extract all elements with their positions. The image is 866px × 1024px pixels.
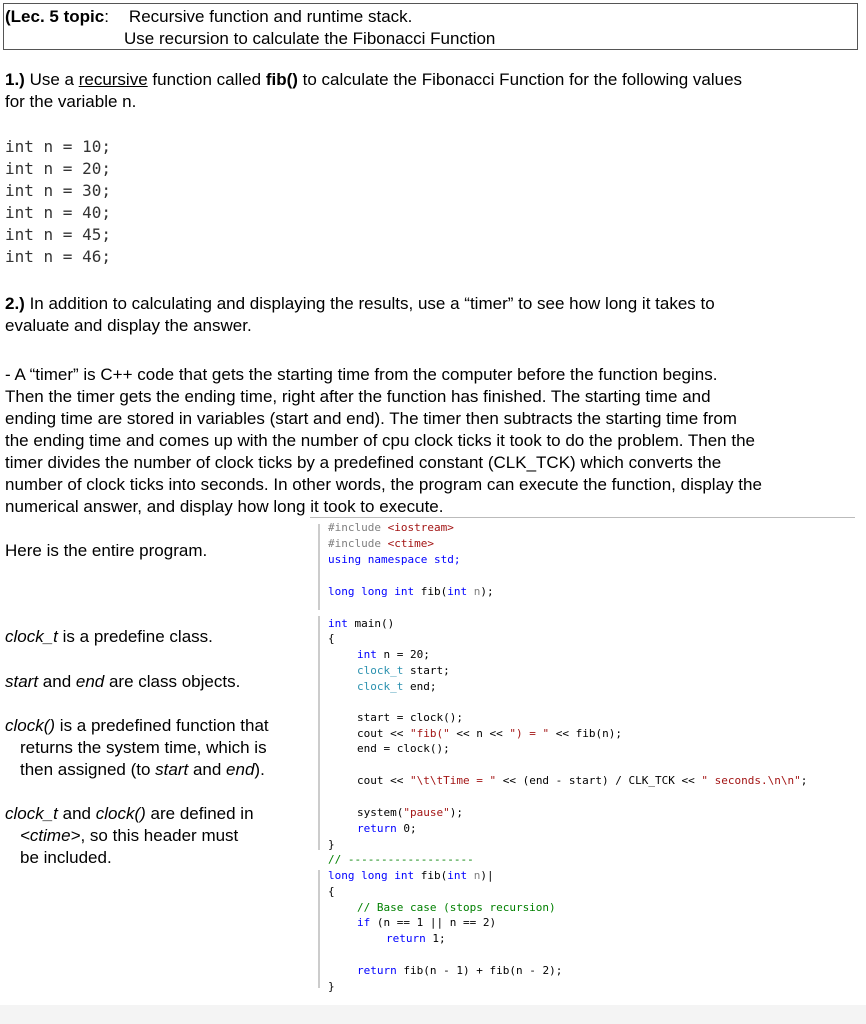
string-literal: "pause" <box>403 806 450 819</box>
code-line-comment: // Base case (stops recursion) <box>357 901 556 914</box>
clock-t-note-text: is a predefine class. <box>57 627 213 646</box>
code-line-brace2-close: } <box>328 980 335 993</box>
n-value-line: int n = 40; <box>5 203 111 222</box>
code-line-end-assign: end = clock(); <box>357 742 450 755</box>
topic-subtitle: Use recursion to calculate the Fibonacci Function <box>124 29 496 48</box>
question-1 <box>5 69 742 113</box>
string-literal: "\t\tTime = " <box>409 774 497 787</box>
clock-fn-start: start <box>155 760 189 779</box>
system-call: system( <box>357 806 404 819</box>
q1-text-a: Use a <box>24 70 79 89</box>
def-fn: fib( <box>414 869 448 882</box>
timer-line: - A “timer” is C++ code that gets the starting time from the computer before the function begins. <box>5 365 718 384</box>
kw-return: return <box>357 822 397 835</box>
topic-label: (Lec. 5 topic <box>5 7 105 26</box>
end-decl: end; <box>403 680 437 693</box>
objects-note <box>5 671 240 693</box>
clock-fn-close: ). <box>254 760 265 779</box>
q2-line-1: In addition to calculating and displaying the results, use a “timer” to see how long it takes to <box>24 294 715 313</box>
kw-return: return <box>357 964 397 977</box>
objects-and: and <box>38 672 76 691</box>
cout-mid: << n << <box>449 727 510 740</box>
main-sig: main() <box>347 617 395 630</box>
q1-number: 1.) <box>5 70 25 89</box>
kw-long: long long int <box>328 869 415 882</box>
timer-line: ending time are stored in variables (start and end). The timer then subtracts the starting time from <box>5 409 737 428</box>
return-value: 1; <box>425 932 446 945</box>
type-clock-t: clock_t <box>357 664 404 677</box>
code-gutter-outline <box>315 520 323 990</box>
recursive-word: recursive <box>78 70 148 89</box>
clock-fn-term: clock() <box>5 716 56 735</box>
if-cond: (n == 1 || n == 2) <box>370 916 497 929</box>
kw-int: int <box>357 648 377 661</box>
param-n: n <box>467 585 481 598</box>
string-literal: "fib(" <box>409 727 450 740</box>
code-line-cout-time <box>357 774 807 787</box>
entire-program-note: Here is the entire program. <box>5 541 208 560</box>
code-line-n <box>357 648 430 661</box>
n-value-line: int n = 46; <box>5 247 111 266</box>
clock-t-term: clock_t <box>5 627 58 646</box>
code-line-return1 <box>386 932 446 945</box>
code-line-cout-fib <box>357 727 622 740</box>
code-line-if <box>357 916 496 929</box>
def-text: are defined in <box>145 804 254 823</box>
clock-fn-text: is a predefined function that <box>55 716 269 735</box>
topic-title: Recursive function and runtime stack. <box>128 7 413 26</box>
kw-return: return <box>386 932 426 945</box>
q2-number: 2.) <box>5 294 25 313</box>
timer-paragraph <box>5 364 762 518</box>
timer-line: timer divides the number of clock ticks by a predefined constant (CLK_TCK) which converts the <box>5 453 722 472</box>
code-line-fib-def <box>328 869 494 882</box>
clock-fn-and: and <box>188 760 227 779</box>
code-line-using: using namespace std; <box>328 553 461 566</box>
timer-line: number of clock ticks into seconds. In other words, the program can execute the function, display the <box>5 475 762 494</box>
topic-colon: : <box>104 7 109 26</box>
code-line-include-iostream <box>328 521 454 534</box>
timer-line: the ending time and comes up with the number of cpu clock ticks it took to do the problem. Then the <box>5 431 755 450</box>
proto-end: ); <box>480 585 494 598</box>
timer-line: numerical answer, and display how long it took to execute. <box>5 497 444 516</box>
cout: cout << <box>357 774 410 787</box>
q1-text-c: to calculate the Fibonacci Function for the following values <box>297 70 743 89</box>
def-clock: clock() <box>95 804 146 823</box>
start-decl: start; <box>403 664 450 677</box>
code-line-brace-close: } <box>328 838 335 851</box>
header-ctime: <ctime> <box>387 537 434 550</box>
code-line-return0 <box>357 822 417 835</box>
n-value-line: int n = 30; <box>5 181 111 200</box>
clock-fn-end: end <box>226 760 255 779</box>
def-and: and <box>57 804 96 823</box>
system-end: ); <box>449 806 463 819</box>
kw-int: int <box>328 617 348 630</box>
end-term: end <box>75 672 105 691</box>
start-term: start <box>5 672 39 691</box>
pp-include: #include <box>328 521 381 534</box>
code-line-brace2: { <box>328 885 335 898</box>
question-2 <box>5 293 715 337</box>
code-line-start-assign: start = clock(); <box>357 711 463 724</box>
ctime-text: , so this header must <box>80 826 239 845</box>
objects-note-text: are class objects. <box>104 672 241 691</box>
code-line-separator: // ------------------- <box>328 853 474 866</box>
proto-fn: fib( <box>414 585 448 598</box>
bottom-strip <box>0 1005 866 1024</box>
timer-line: Then the timer gets the ending time, right after the function has finished. The starting time and <box>5 387 711 406</box>
string-literal: " seconds.\n\n" <box>701 774 801 787</box>
cout-mid: << (end - start) / CLK_TCK << <box>496 774 702 787</box>
code-line-return-recursive <box>357 964 562 977</box>
code-line-start <box>357 664 450 677</box>
clock-fn-line-3: then assigned (to <box>20 760 156 779</box>
code-line-include-ctime <box>328 537 434 550</box>
kw-int: int <box>447 585 468 598</box>
header-note <box>5 803 254 869</box>
cout: cout << <box>357 727 410 740</box>
fib-fn-name: fib() <box>265 70 298 89</box>
def-end: )| <box>480 869 494 882</box>
clock-fn-note <box>5 715 269 781</box>
clock-fn-line-2: returns the system time, which is <box>20 738 267 757</box>
n-value-line: int n = 10; <box>5 137 111 156</box>
q2-line-2: evaluate and display the answer. <box>5 316 252 335</box>
topic-line-1 <box>5 7 412 27</box>
n-value-line: int n = 45; <box>5 225 111 244</box>
code-line-brace: { <box>328 632 335 645</box>
param-n: n <box>467 869 481 882</box>
code-line-prototype <box>328 585 494 598</box>
code-line-end <box>357 680 436 693</box>
pp-include: #include <box>328 537 381 550</box>
included-text: be included. <box>20 848 112 867</box>
string-literal: ") = " <box>509 727 550 740</box>
cout-end: ; <box>800 774 808 787</box>
q1-line-2: for the variable n. <box>5 92 137 111</box>
q1-text-b: function called <box>147 70 266 89</box>
n-values-list <box>5 136 111 268</box>
recursive-call: fib(n - 1) + fib(n - 2); <box>396 964 563 977</box>
ctime-term: <ctime> <box>20 826 81 845</box>
n-value-line: int n = 20; <box>5 159 111 178</box>
n-decl: n = 20; <box>376 648 430 661</box>
return-value: 0; <box>396 822 417 835</box>
def-clock-t: clock_t <box>5 804 58 823</box>
code-line-main <box>328 617 394 630</box>
kw-if: if <box>357 916 371 929</box>
clock-t-note <box>5 626 213 648</box>
kw-long: long long int <box>328 585 415 598</box>
kw-int: int <box>447 869 468 882</box>
code-line-system <box>357 806 463 819</box>
header-iostream: <iostream> <box>387 521 454 534</box>
cout-end: << fib(n); <box>549 727 622 740</box>
type-clock-t: clock_t <box>357 680 404 693</box>
